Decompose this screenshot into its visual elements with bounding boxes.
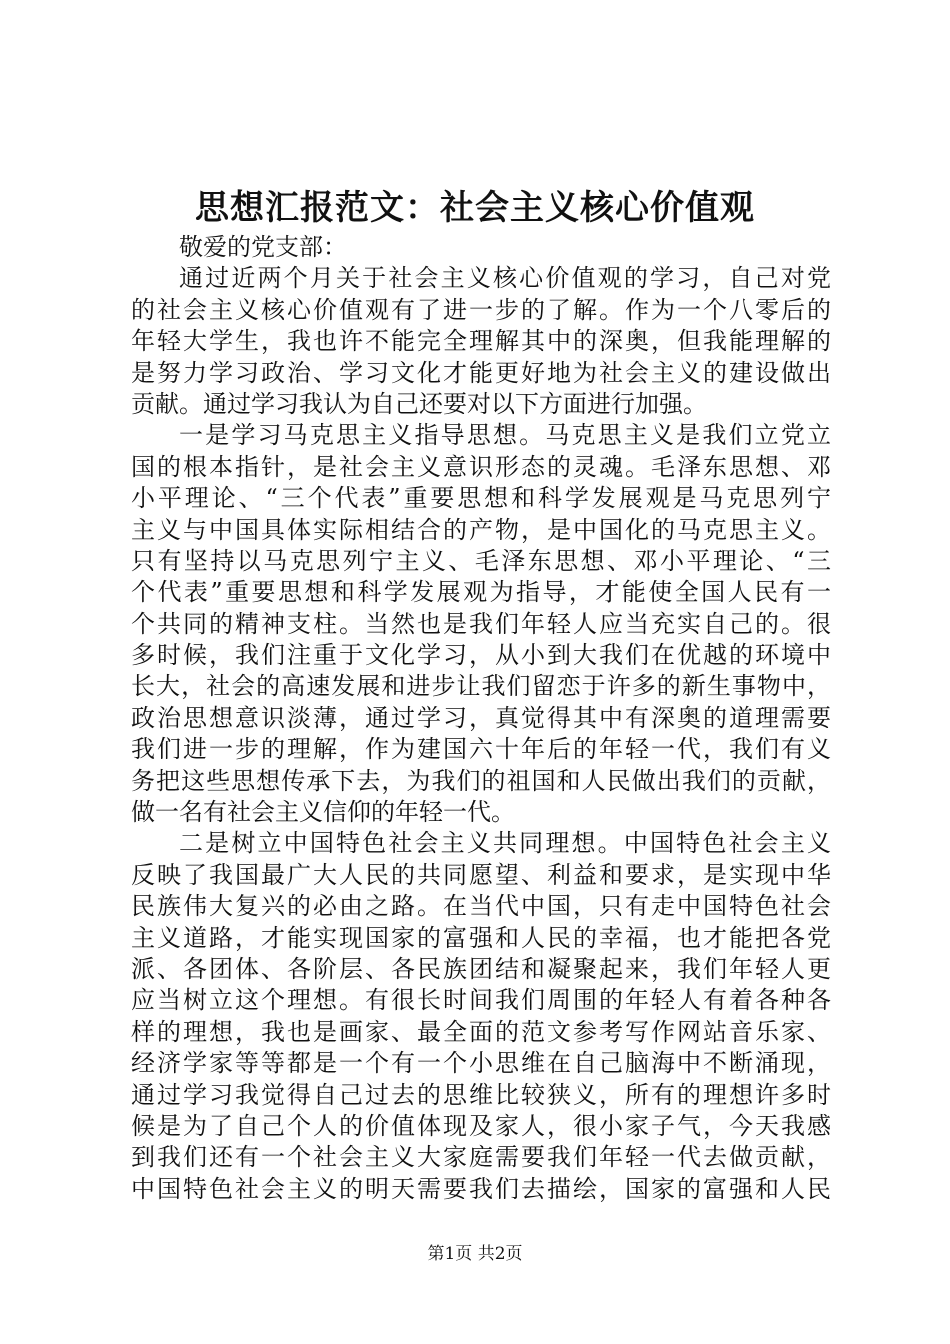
body-line: 政治思想意识淡薄，通过学习，真觉得其中有深奥的道理需要 — [131, 703, 831, 732]
body-line: 二是树立中国特色社会主义共同理想。中国特色社会主义 — [179, 829, 831, 858]
body-line: 敬爱的党支部： — [179, 233, 347, 261]
body-line: 务把这些思想传承下去，为我们的祖国和人民做出我们的贡献， — [131, 766, 831, 795]
page-number: 第1页 共2页 — [427, 1244, 523, 1264]
body-line: 多时候，我们注重于文化学习，从小到大我们在优越的环境中 — [131, 641, 831, 670]
body-line: 只有坚持以马克思列宁主义、毛泽东思想、邓小平理论、“三 — [131, 546, 831, 575]
body-line: 应当树立这个理想。有很长时间我们周围的年轻人有着各种各 — [131, 986, 831, 1015]
body-line: 一是学习马克思主义指导思想。马克思主义是我们立党立 — [179, 421, 831, 450]
body-line: 做一名有社会主义信仰的年轻一代。 — [131, 798, 515, 827]
body-line: 候是为了自己个人的价值体现及家人，很小家子气，今天我感 — [131, 1111, 831, 1140]
body-line: 是努力学习政治、学习文化才能更好地为社会主义的建设做出 — [131, 358, 831, 387]
body-line: 样的理想，我也是画家、最全面的范文参考写作网站音乐家、 — [131, 1017, 831, 1046]
body-line: 中国特色社会主义的明天需要我们去描绘，国家的富强和人民 — [131, 1174, 831, 1203]
body-line: 国的根本指针，是社会主义意识形态的灵魂。毛泽东思想、邓 — [131, 452, 831, 481]
document-title: 思想汇报范文：社会主义核心价值观 — [195, 188, 755, 228]
body-line: 长大，社会的高速发展和进步让我们留恋于许多的新生事物中， — [131, 672, 831, 701]
body-line: 贡献。通过学习我认为自己还要对以下方面进行加强。 — [131, 389, 707, 418]
body-line: 主义与中国具体实际相结合的产物，是中国化的马克思主义。 — [131, 515, 831, 544]
body-line: 个共同的精神支柱。当然也是我们年轻人应当充实自己的。很 — [131, 609, 831, 638]
body-line: 年轻大学生，我也许不能完全理解其中的深奥，但我能理解的 — [131, 327, 831, 356]
body-line: 派、各团体、各阶层、各民族团结和凝聚起来，我们年轻人更 — [131, 954, 831, 983]
body-line: 通过学习我觉得自己过去的思维比较狭义，所有的理想许多时 — [131, 1080, 831, 1109]
body-line: 我们进一步的理解，作为建国六十年后的年轻一代，我们有义 — [131, 735, 831, 764]
body-line: 民族伟大复兴的必由之路。在当代中国，只有走中国特色社会 — [131, 892, 831, 921]
body-line: 个代表”重要思想和科学发展观为指导，才能使全国人民有一 — [131, 578, 831, 607]
body-line: 到我们还有一个社会主义大家庭需要我们年轻一代去做贡献， — [131, 1143, 831, 1172]
body-line: 的社会主义核心价值观有了进一步的了解。作为一个八零后的 — [131, 295, 831, 324]
body-line: 经济学家等等都是一个有一个小思维在自己脑海中不断涌现， — [131, 1049, 831, 1078]
body-line: 主义道路，才能实现国家的富强和人民的幸福，也才能把各党 — [131, 923, 831, 952]
document-body — [131, 232, 831, 1205]
body-line: 小平理论、“三个代表”重要思想和科学发展观是马克思列宁 — [131, 484, 831, 513]
body-line: 反映了我国最广大人民的共同愿望、利益和要求，是实现中华 — [131, 860, 831, 889]
body-line: 通过近两个月关于社会主义核心价值观的学习，自己对党 — [179, 264, 831, 293]
